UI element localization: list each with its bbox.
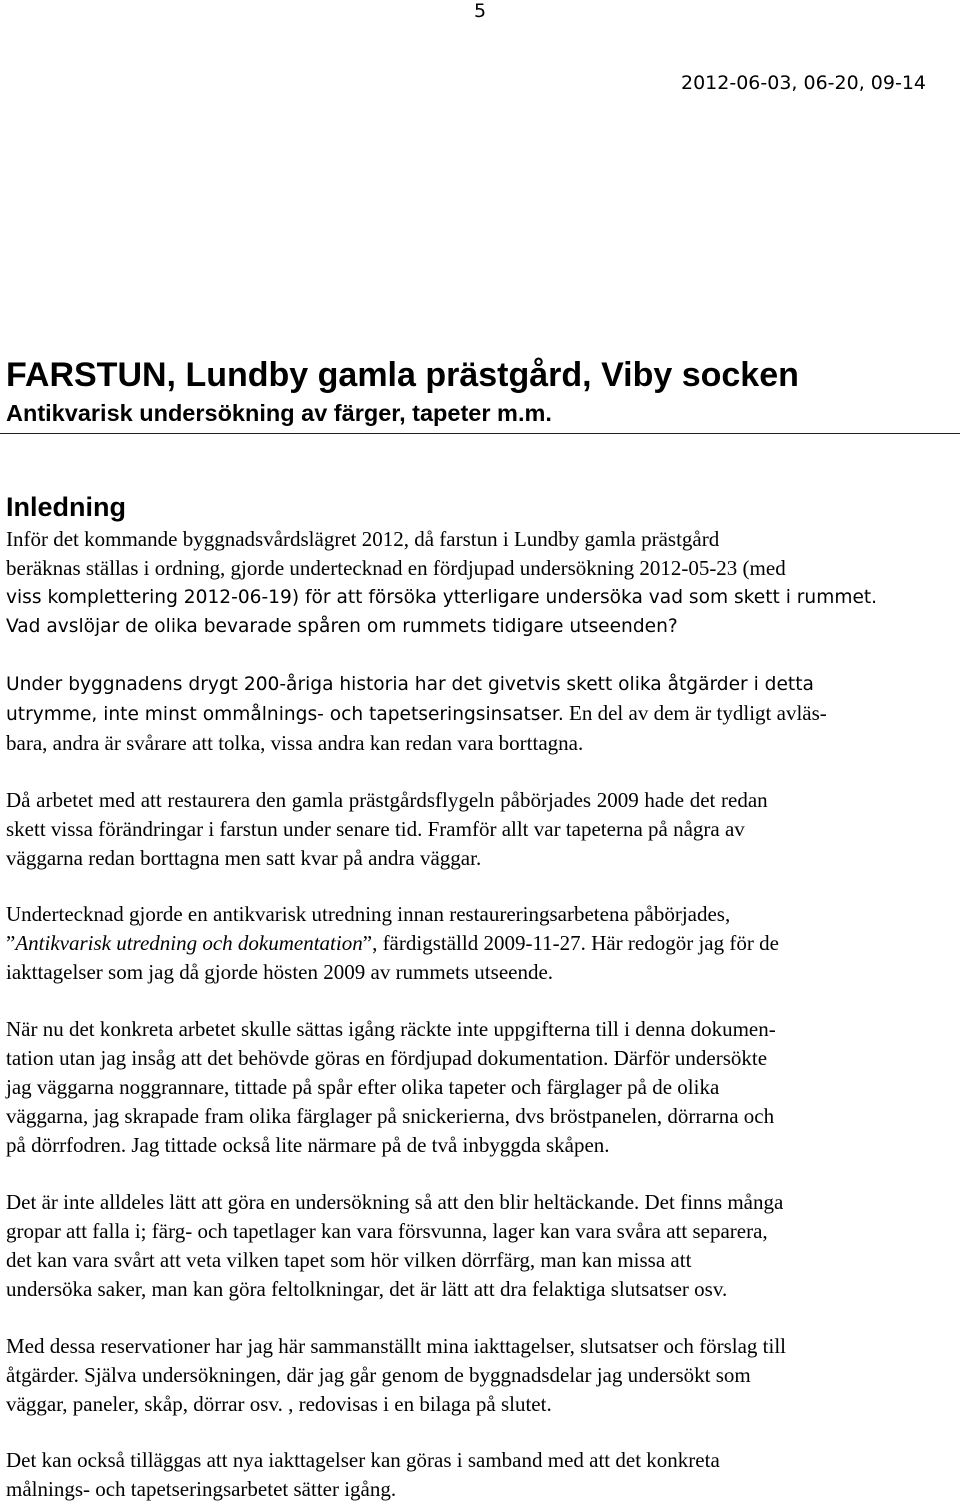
- text-line: Det är inte alldeles lätt att göra en undersökning så att den blir heltäckande. Det finns många: [6, 1190, 784, 1214]
- title-divider: [0, 433, 960, 434]
- paragraph-history: [6, 670, 954, 758]
- text-span: , färdigställd 2009-11-27. Här redogör jag för de: [372, 931, 779, 955]
- text-line: viss komplettering 2012-06-19) för att försöka ytterligare undersöka vad som skett i rummet.: [6, 587, 878, 608]
- text-line: jag väggarna noggrannare, tittade på spår efter olika tapeter och färglager på de olika: [6, 1075, 720, 1099]
- text-line: det kan vara svårt att veta vilken tapet som hör vilken dörrfärg, man kan missa att: [6, 1248, 692, 1272]
- text-line: iakttagelser som jag då gjorde hösten 2009 av rummets utseende.: [6, 960, 554, 984]
- text-line: [6, 699, 954, 729]
- paragraph-additions: [6, 1446, 954, 1504]
- text-line: [6, 815, 954, 844]
- text-line: målnings- och tapetseringsarbetet sätter igång.: [6, 1477, 397, 1501]
- paragraph-documentation: [6, 1015, 954, 1160]
- page-number: 5: [473, 0, 487, 22]
- paragraph-restoration: [6, 786, 954, 873]
- text-line: Inför det kommande byggnadsvårdslägret 2012, då farstun i Lundby gamla prästgård: [6, 527, 720, 551]
- text-line: gropar att falla i; färg- och tapetlager kan vara försvunna, lager kan vara svåra att separera,: [6, 1219, 768, 1243]
- text-line: Under byggnadens drygt 200-åriga historia har det givetvis skett olika åtgärder i detta: [6, 674, 814, 695]
- text-line: beräknas ställas i ordning, gjorde undertecknad en fördjupad undersökning 2012-05-23 (med: [6, 556, 786, 580]
- text-line: på dörrfodren. Jag tittade också lite närmare på de två inbyggda skåpen.: [6, 1133, 610, 1157]
- text-line: undersöka saker, man kan göra feltolkningar, det är lätt att dra felaktiga slutsatser osv.: [6, 1277, 728, 1301]
- revision-dates: 2012-06-03, 06-20, 09-14: [681, 72, 926, 94]
- text-line: bara, andra är svårare att tolka, vissa andra kan redan vara borttagna.: [6, 731, 584, 755]
- text-line: tation utan jag insåg att det behövde göras en fördjupad dokumentation. Därför undersökte: [6, 1046, 768, 1070]
- text-line: åtgärder. Själva undersökningen, där jag går genom de byggnadsdelar jag undersökt som: [6, 1363, 751, 1387]
- text-span: skett vissa förändringar i farstun under senare tid.: [6, 817, 423, 841]
- text-span: En del av dem är tydligt avläs-: [563, 701, 827, 725]
- text-span: Framför allt var tapeterna på några av: [422, 817, 745, 841]
- text-line: När nu det konkreta arbetet skulle sättas igång räckte inte uppgifterna till i denna dokumen-: [6, 1017, 776, 1041]
- text-line: [6, 929, 954, 958]
- section-heading: Inledning: [6, 492, 126, 522]
- report-title: Antikvarisk utredning och dokumentation: [15, 931, 363, 955]
- text-line: Då arbetet med att restaurera den gamla prästgårdsflygeln påbörjades 2009 hade det redan: [6, 788, 768, 812]
- document-subtitle: Antikvarisk undersökning av färger, tapeter m.m.: [6, 400, 552, 426]
- intro-paragraph: [6, 525, 954, 641]
- text-line: Med dessa reservationer har jag här sammanställt mina iakttagelser, slutsatser och förslag till: [6, 1334, 786, 1358]
- document-title: FARSTUN, Lundby gamla prästgård, Viby socken: [6, 356, 799, 394]
- text-line: Undertecknad gjorde en antikvarisk utredning innan restaureringsarbetena påbörjades,: [6, 902, 731, 926]
- paragraph-reservations: [6, 1332, 954, 1419]
- paragraph-difficulties: [6, 1188, 954, 1304]
- text-line: Vad avslöjar de olika bevarade spåren om rummets tidigare utseenden?: [6, 616, 678, 637]
- text-line: väggar, paneler, skåp, dörrar osv. , redovisas i en bilaga på slutet.: [6, 1392, 552, 1416]
- text-span: utrymme, inte minst ommålnings- och tapetseringsinsatser.: [6, 704, 564, 725]
- text-line: väggarna redan borttagna men satt kvar på andra väggar.: [6, 846, 482, 870]
- text-span: ”: [6, 931, 16, 955]
- text-line: väggarna, jag skrapade fram olika färglager på snickerierna, dvs bröstpanelen, dörrarna och: [6, 1104, 775, 1128]
- text-span: ”: [362, 931, 373, 955]
- paragraph-investigation: [6, 900, 954, 987]
- text-line: Det kan också tilläggas att nya iakttagelser kan göras i samband med att det konkreta: [6, 1448, 720, 1472]
